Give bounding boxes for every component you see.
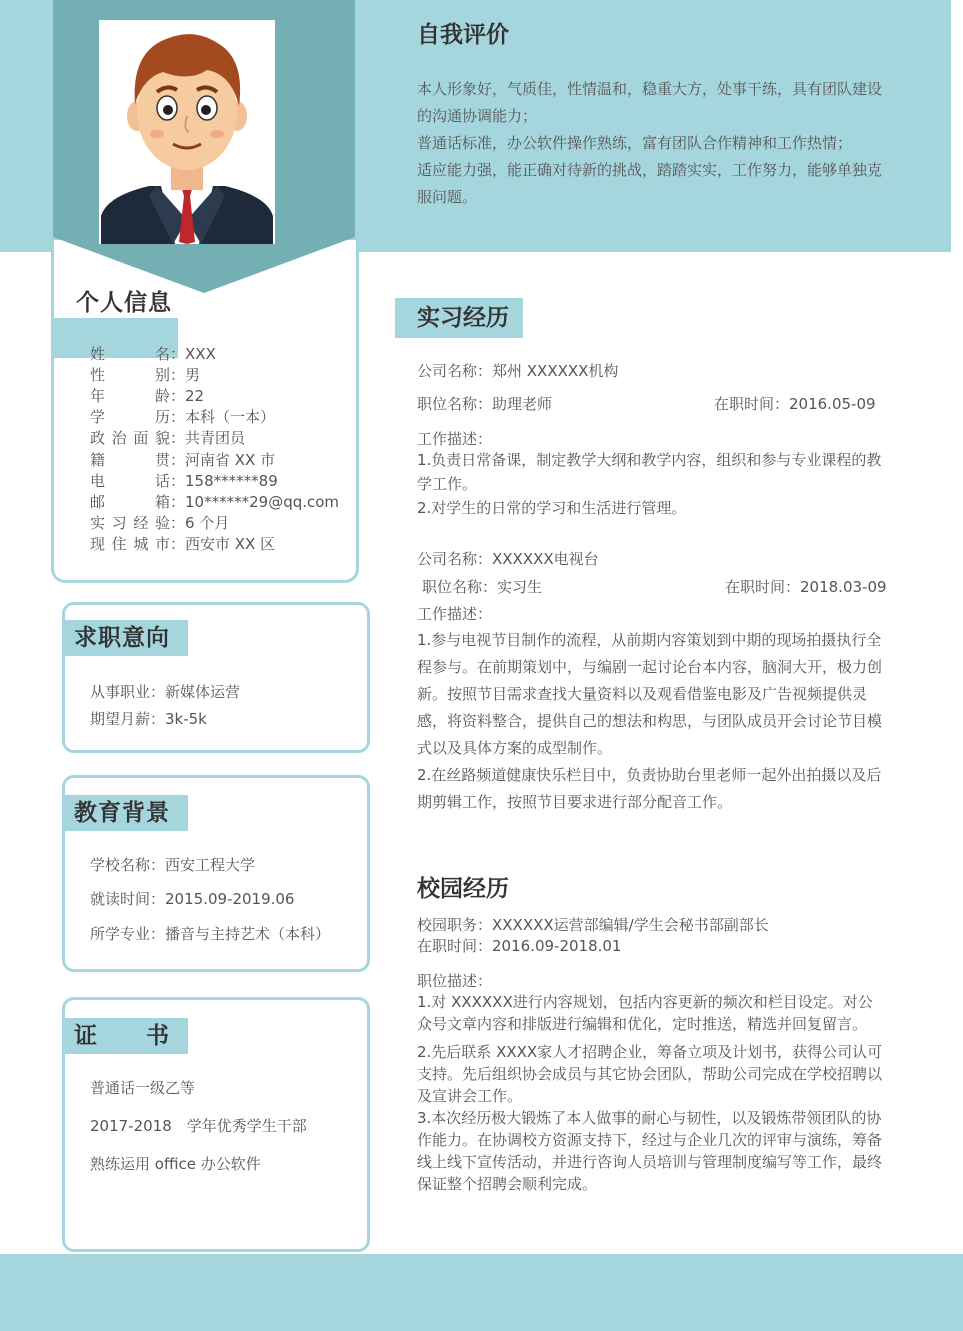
personal-info-row (90, 470, 278, 491)
personal-info-row (90, 406, 275, 427)
job1-company: 公司名称：郑州 XXXXXX机构 (417, 362, 619, 380)
job2-desc-label: 工作描述： (417, 605, 493, 623)
personal-info-label: 年 龄 (90, 387, 170, 405)
campus-desc-label: 职位描述： (417, 972, 493, 990)
job2-time: 在职时间：2018.03-09 (725, 578, 887, 596)
job2-description: 1.参与电视节目制作的流程，从前期内容策划到中期的现场拍摄执行全 程参与。在前期策划中，与编剧一起讨论台本内容，脑洞大开，极力创 新。按照节目需求查找大量资料以及观看借鉴电影及广告视频提供灵 感，将资料整合，提供自己的想法和构思，与团队成员开会讨论节目模 式以及具体方案的成型制作。 2.在丝路频道健康快乐栏目中，负责协助台里老师一起外出拍摄以及后 期剪辑工作，按照节目要求进行部分配音工作。 (417, 631, 883, 811)
personal-info-value: 158******89 (185, 472, 278, 490)
campus-heading: 校园经历 (417, 876, 509, 902)
personal-info-row (90, 427, 245, 448)
personal-info-value: 共青团员 (185, 429, 246, 447)
job2-company: 公司名称：XXXXXX电视台 (417, 550, 599, 568)
campus-description: 1.对 XXXXXX进行内容规划，包括内容更新的频次和栏目设定。对公 众号文章内容和排版进行编辑和优化，定时推送，精选并回复留言。 2.先后联系 XXXX家人才招聘企业，筹备立项及计划书，获得公司认可 支持。先后组织协会成员与其它协会团队，帮助公司完成在学校招聘以 及宣讲会工作。 3.本次经历极大锻炼了本人做事的耐心与韧性，以及锻炼带领团队的协 作能力。在协调校方资源支持下，经过与企业几次的评审与演练，筹备 线上线下宣传活动，并进行咨询人员培训与管理制度编写等工作，最终 保证整个招聘会顺利完成。 (417, 993, 883, 1193)
personal-info-separator: ： (170, 429, 186, 447)
personal-info-row (90, 449, 275, 470)
bottom-band (0, 1254, 963, 1331)
job1-position: 职位名称：助理老师 (417, 395, 553, 413)
education-item: 就读时间：2015.09-2019.06 (90, 890, 295, 908)
job1-description: 1.负责日常备课，制定教学大纲和教学内容，组织和参与专业课程的教 学工作。 2.对学生的日常的学习和生活进行管理。 (417, 451, 882, 517)
intent-item: 从事职业：新媒体运营 (90, 683, 241, 701)
personal-info-label: 姓 名 (90, 345, 170, 363)
personal-info-label: 学 历 (90, 408, 170, 426)
certificates-heading: 证 书 (62, 1018, 188, 1054)
personal-info-separator: ： (170, 451, 186, 469)
personal-info-separator: ： (170, 408, 186, 426)
personal-info-value: 西安市 XX 区 (185, 535, 276, 553)
personal-info-separator: ： (170, 535, 186, 553)
job1-time: 在职时间：2016.05-09 (714, 395, 876, 413)
job2-position: 职位名称：实习生 (422, 578, 543, 596)
certificate-item: 2017-2018 学年优秀学生干部 (90, 1117, 307, 1135)
personal-info-value: 本科（一本） (185, 408, 276, 426)
personal-info-label: 现住城市 (90, 535, 170, 553)
personal-info-label: 政治面貌 (90, 429, 170, 447)
internship-heading: 实习经历 (395, 298, 523, 338)
intent-item: 期望月薪：3k-5k (90, 710, 207, 728)
education-item: 所学专业：播音与主持艺术（本科） (90, 925, 331, 943)
campus-time: 在职时间：2016.09-2018.01 (417, 937, 622, 955)
avatar (99, 20, 275, 244)
personal-info-separator: ： (170, 493, 186, 511)
personal-info-value: 22 (185, 387, 205, 405)
personal-info-value: 6 个月 (185, 514, 230, 532)
personal-info-value: 男 (185, 366, 201, 384)
personal-info-row (90, 533, 275, 554)
job-intent-heading: 求职意向 (62, 620, 188, 656)
personal-info-value: 10******29@qq.com (185, 493, 340, 511)
personal-info-label: 实习经验 (90, 514, 170, 532)
personal-info-label: 性 别 (90, 366, 170, 384)
personal-info-separator: ： (170, 387, 186, 405)
personal-info-row (90, 364, 200, 385)
personal-info-label: 籍 贯 (90, 451, 170, 469)
job1-desc-label: 工作描述： (417, 430, 493, 448)
personal-info-row (90, 491, 339, 512)
personal-info-value: XXX (185, 345, 216, 363)
certificate-item: 熟练运用 office 办公软件 (90, 1155, 261, 1173)
personal-info-separator: ： (170, 345, 186, 363)
education-item: 学校名称：西安工程大学 (90, 856, 256, 874)
personal-info-separator: ： (170, 472, 186, 490)
self-eval-text: 本人形象好，气质佳，性情温和，稳重大方，处事干练，具有团队建设 的沟通协调能力； 普通话标准，办公软件操作熟练，富有团队合作精神和工作热情； 适应能力强，能正确对待新的挑战，踏踏实实，工作努力，能够单独克 服问题。 (417, 80, 883, 206)
avatar-illustration (99, 20, 275, 244)
certificate-item: 普通话一级乙等 (90, 1079, 196, 1097)
personal-info-row (90, 512, 229, 533)
personal-info-row (90, 385, 204, 406)
self-eval-heading: 自我评价 (417, 22, 509, 48)
campus-role: 校园职务：XXXXXX运营部编辑/学生会秘书部副部长 (417, 916, 769, 934)
personal-info-value: 河南省 XX 市 (185, 451, 276, 469)
personal-info-separator: ： (170, 514, 186, 532)
personal-info-title: 个人信息 (76, 290, 172, 316)
personal-info-label: 电 话 (90, 472, 170, 490)
personal-info-label: 邮 箱 (90, 493, 170, 511)
education-heading: 教育背景 (62, 795, 188, 831)
personal-info-row (90, 343, 216, 364)
personal-info-separator: ： (170, 366, 186, 384)
